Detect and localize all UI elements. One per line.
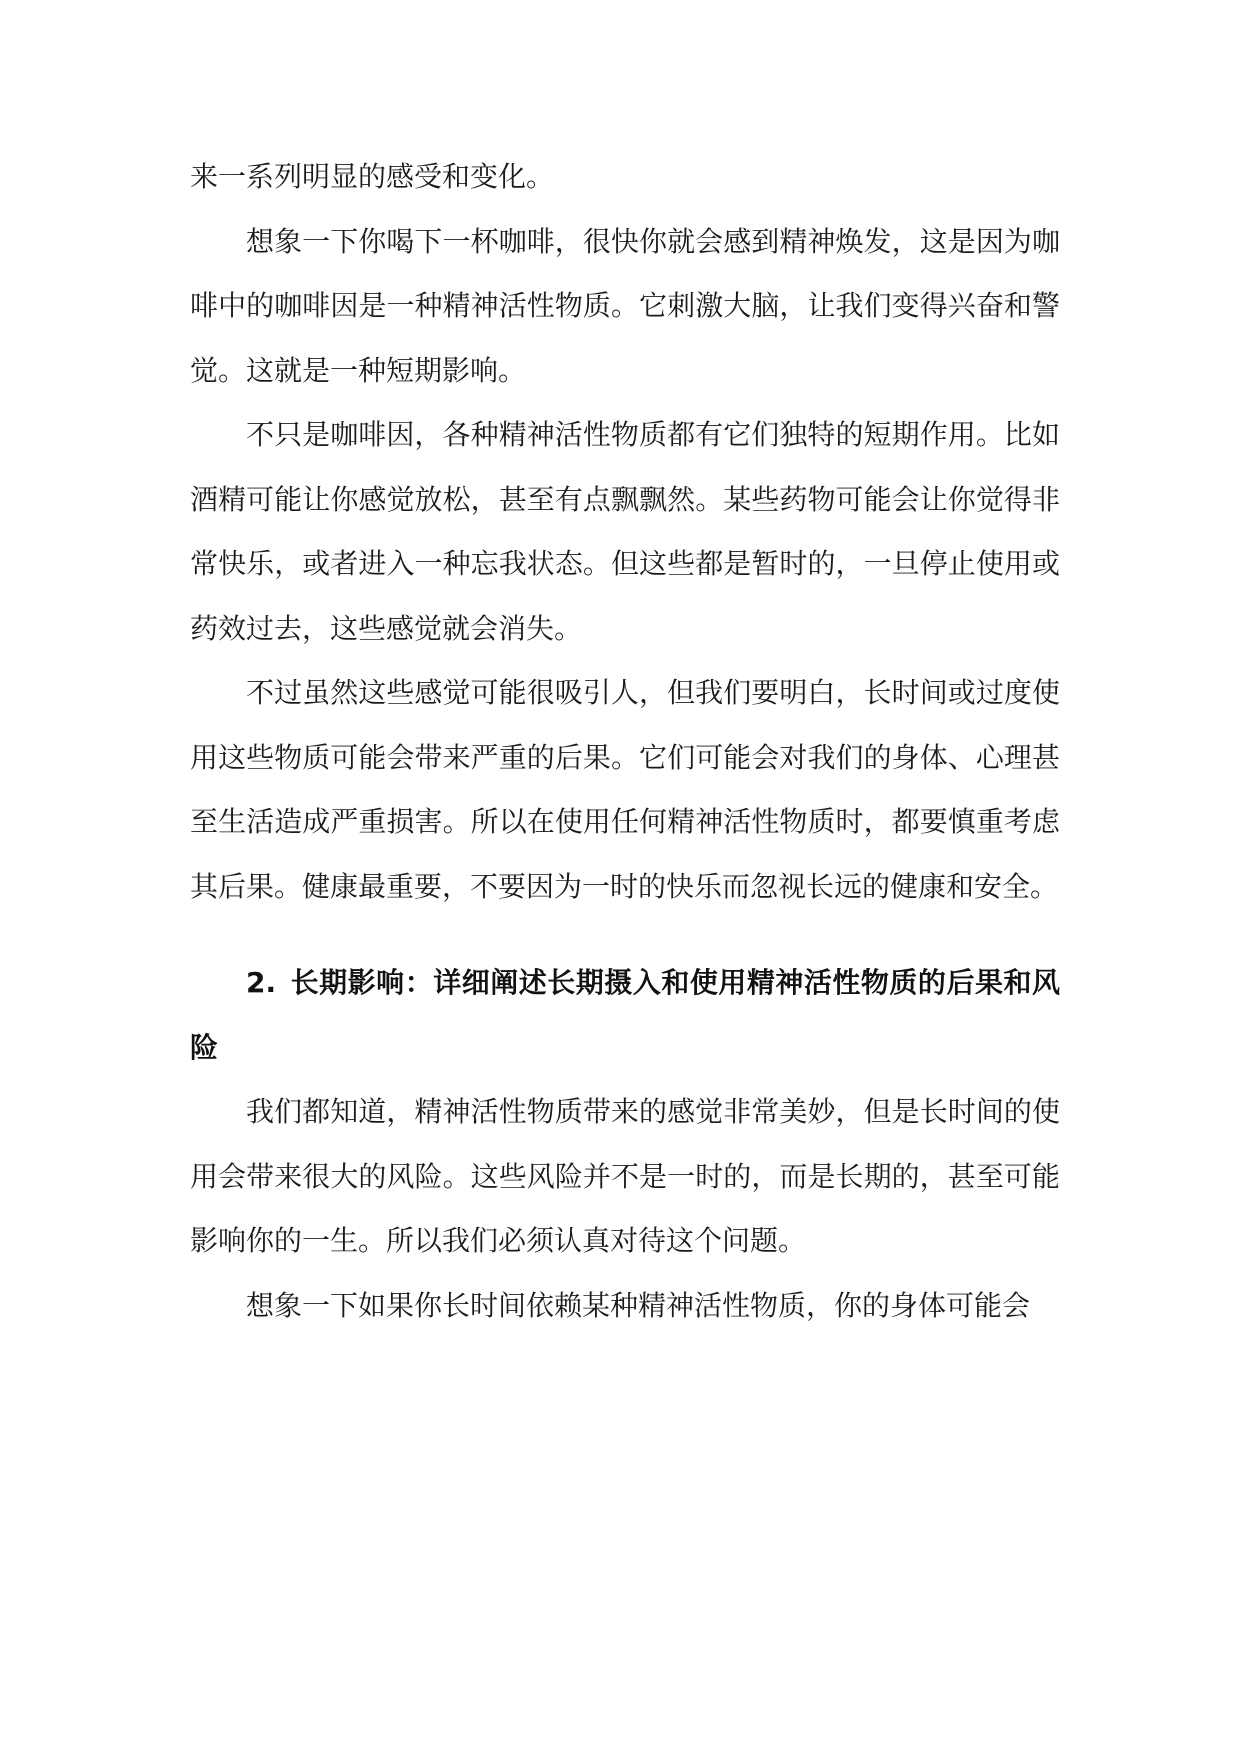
paragraph-continuation: 来一系列明显的感受和变化。 bbox=[190, 160, 555, 193]
paragraph-consequences: 不过虽然这些感觉可能很吸引人，但我们要明白，长时间或过度使用这些物质可能会带来严重的后果。它们可能会对我们的身体、心理甚至生活造成严重损害。所以在使用任何精神活性物质时，都要慎重考虑其后果。健康最重要，不要因为一时的快乐而忽视长远的健康和安全。 bbox=[190, 676, 1060, 903]
section-title: 长期影响：详细阐述长期摄入和使用精神活性物质的后果和风险 bbox=[190, 966, 1060, 1064]
paragraph-dependence: 想象一下如果你长时间依赖某种精神活性物质，你的身体可能会 bbox=[246, 1288, 1031, 1322]
paragraph-short-term-effects: 不只是咖啡因，各种精神活性物质都有它们独特的短期作用。比如酒精可能让你感觉放松，甚至有点飘飘然。某些药物可能会让你觉得非常快乐，或者进入一种忘我状态。但这些都是暂时的，一旦停止使用或药效过去，这些感觉就会消失。 bbox=[190, 418, 1060, 645]
document-body bbox=[190, 145, 1060, 1338]
paragraph-long-term-risks: 我们都知道，精神活性物质带来的感觉非常美妙，但是长时间的使用会带来很大的风险。这些风险并不是一时的，而是长期的，甚至可能影响你的一生。所以我们必须认真对待这个问题。 bbox=[190, 1095, 1060, 1257]
section-heading bbox=[190, 951, 1060, 1080]
paragraph-coffee: 想象一下你喝下一杯咖啡，很快你就会感到精神焕发，这是因为咖啡中的咖啡因是一种精神活性物质。它刺激大脑，让我们变得兴奋和警觉。这就是一种短期影响。 bbox=[190, 224, 1060, 387]
section-number: 2. bbox=[246, 966, 277, 999]
